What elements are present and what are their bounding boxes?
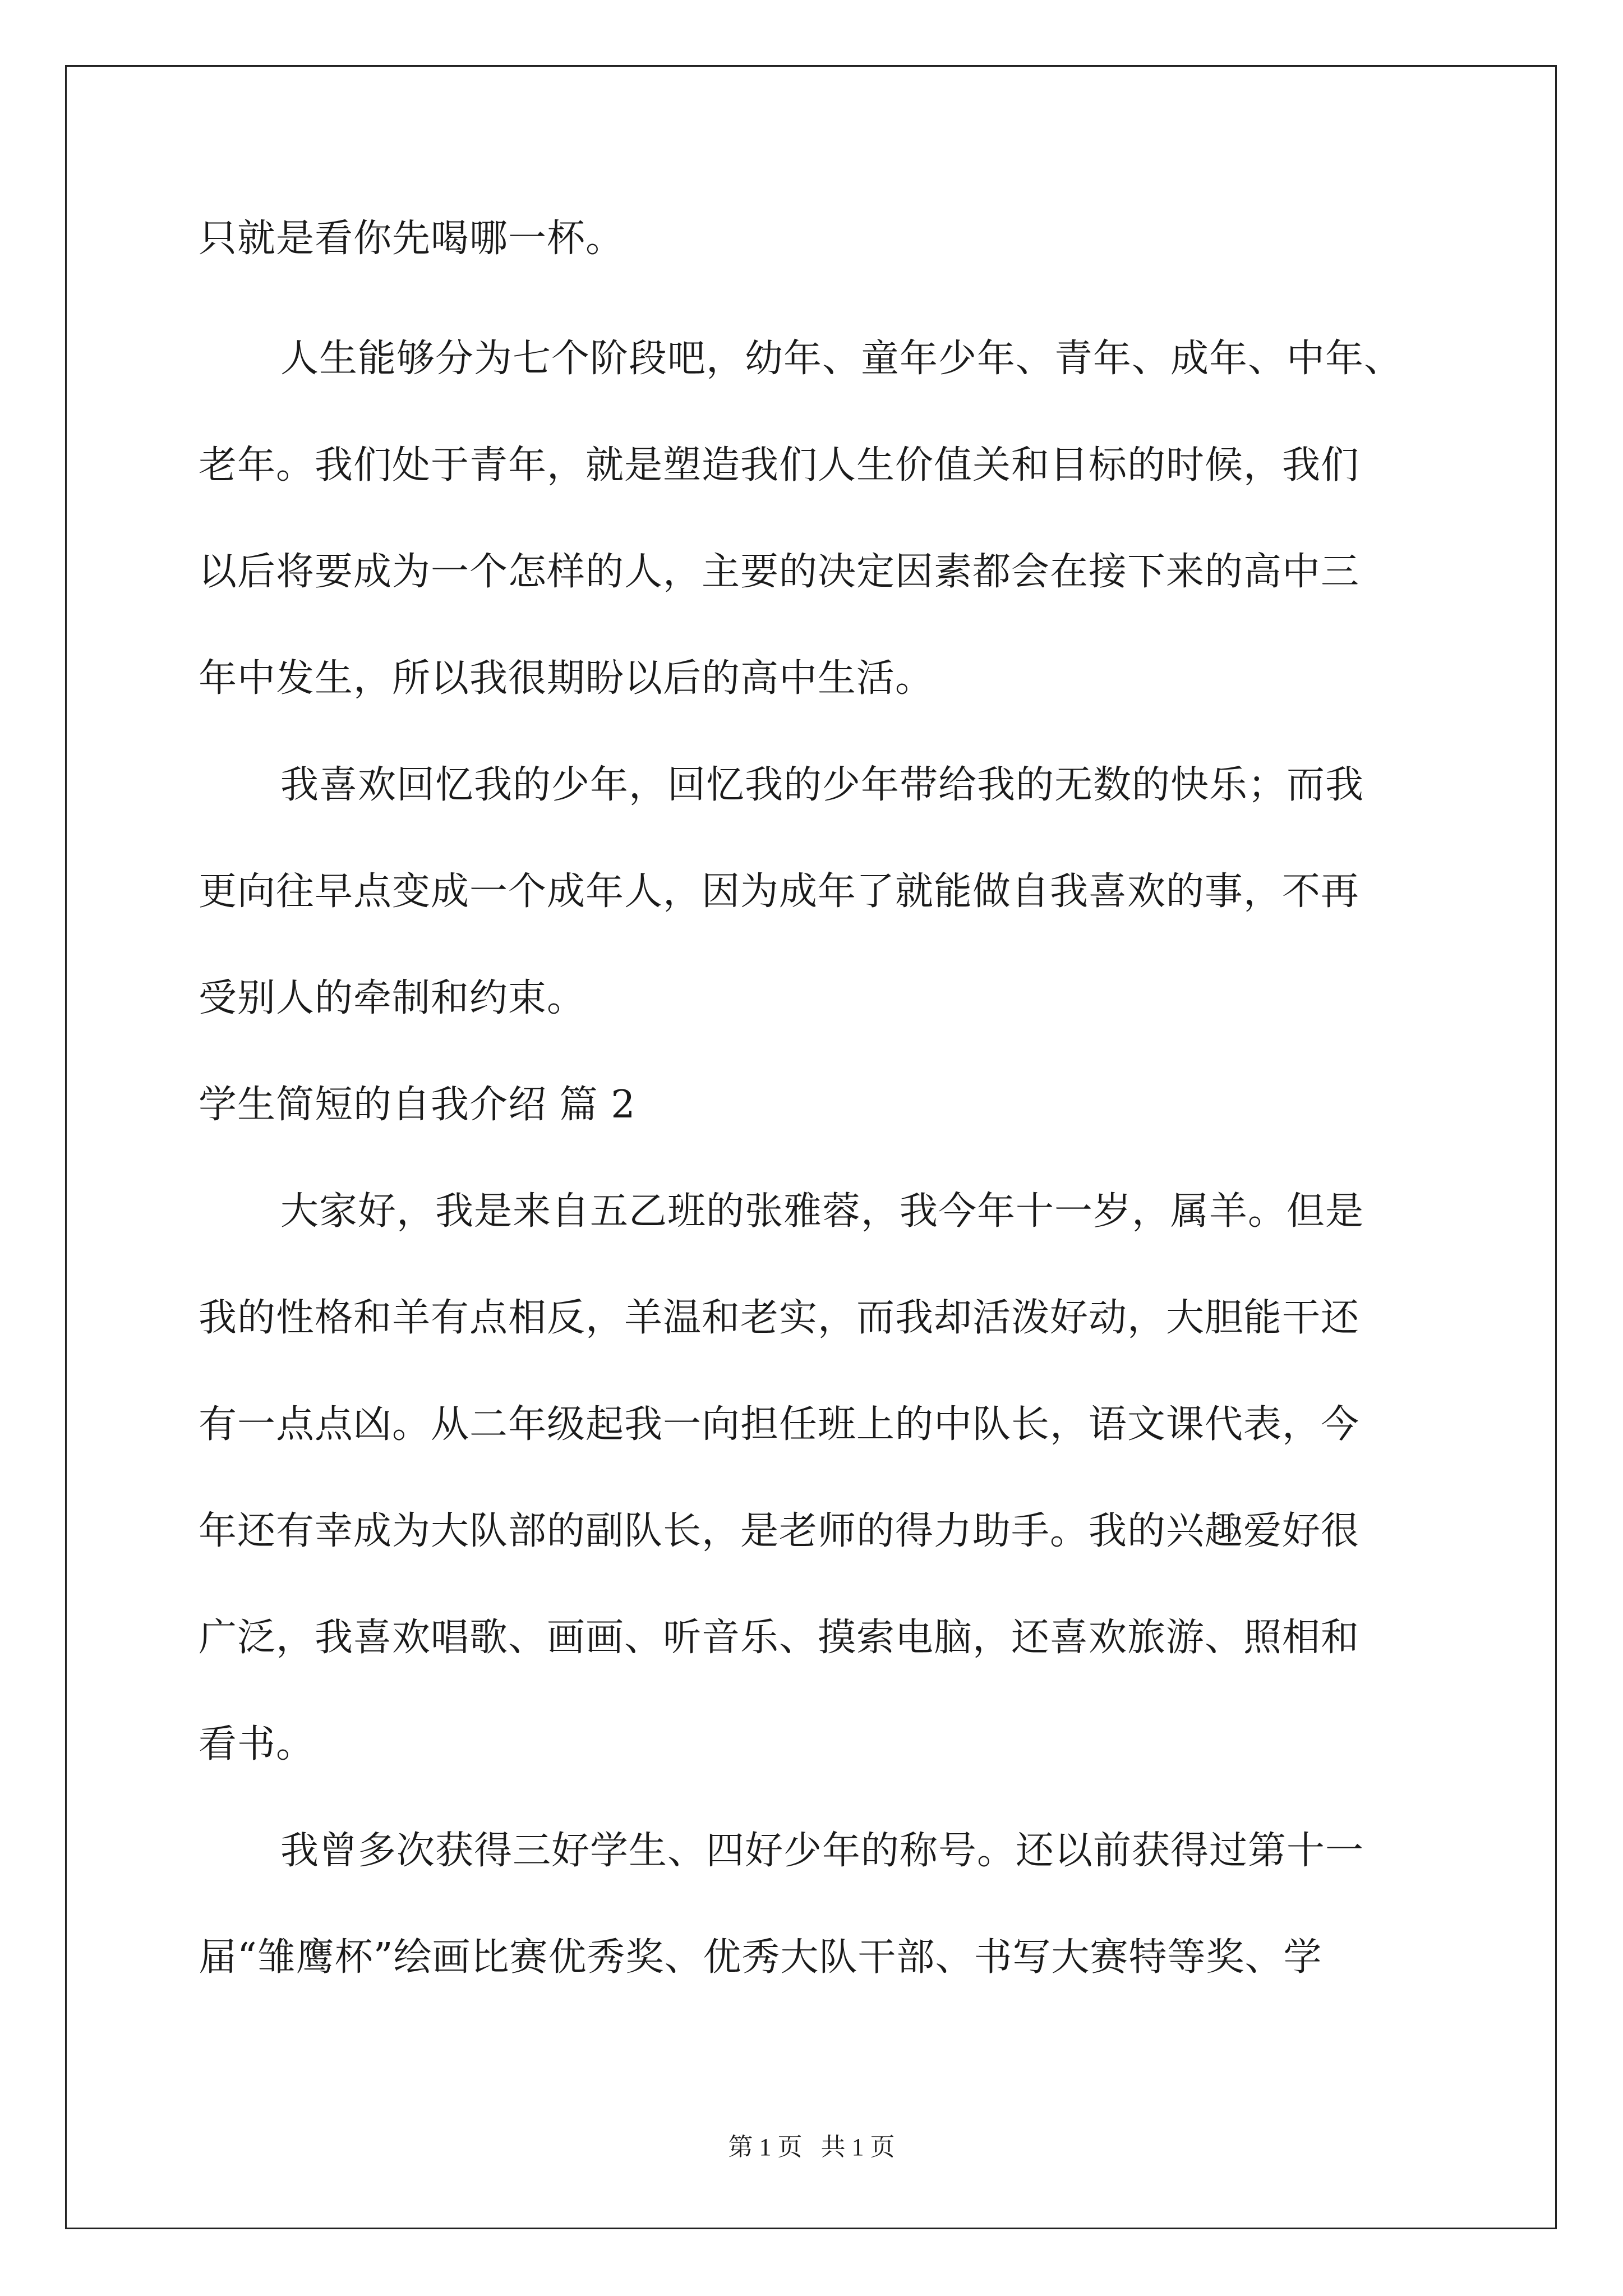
text-line: 届“雏鹰杯”绘画比赛优秀奖、优秀大队干部、书写大赛特等奖、学	[199, 1935, 1322, 1980]
paragraph-first-line: 我喜欢回忆我的少年，回忆我的少年带给我的无数的快乐；而我	[280, 763, 1364, 807]
text-line: 广泛，我喜欢唱歌、画画、听音乐、摸索电脑，还喜欢旅游、照相和	[199, 1616, 1360, 1660]
text-line: 只就是看你先喝哪一杯。	[199, 217, 625, 261]
text-line: 受别人的牵制和约束。	[199, 976, 586, 1020]
paragraph-first-line: 人生能够分为七个阶段吧，幼年、童年少年、青年、成年、中年、	[280, 337, 1403, 381]
text-line: 年还有幸成为大队部的副队长，是老师的得力助手。我的兴趣爱好很	[199, 1509, 1360, 1553]
paragraph-first-line: 大家好，我是来自五乙班的张雅蓉，我今年十一岁，属羊。但是	[280, 1189, 1364, 1234]
text-line: 以后将要成为一个怎样的人，主要的决定因素都会在接下来的高中三	[199, 550, 1360, 594]
text-line: 年中发生，所以我很期盼以后的高中生活。	[199, 656, 934, 701]
text-line: 老年。我们处于青年，就是塑造我们人生价值关和目标的时候，我们	[199, 443, 1360, 487]
text-line: 有一点点凶。从二年级起我一向担任班上的中队长，语文课代表，今	[199, 1402, 1360, 1447]
text-line: 看书。	[199, 1722, 315, 1766]
paragraph-first-line: 我曾多次获得三好学生、四好少年的称号。还以前获得过第十一	[280, 1829, 1364, 1873]
section-heading: 学生简短的自我介绍 篇 2	[199, 1083, 636, 1127]
text-line: 我的性格和羊有点相反，羊温和老实，而我却活泼好动，大胆能干还	[199, 1296, 1360, 1340]
page-footer: 第 1 页 共 1 页	[728, 2133, 895, 2161]
page-border	[65, 65, 1557, 2229]
text-line: 更向往早点变成一个成年人，因为成年了就能做自我喜欢的事，不再	[199, 869, 1360, 914]
